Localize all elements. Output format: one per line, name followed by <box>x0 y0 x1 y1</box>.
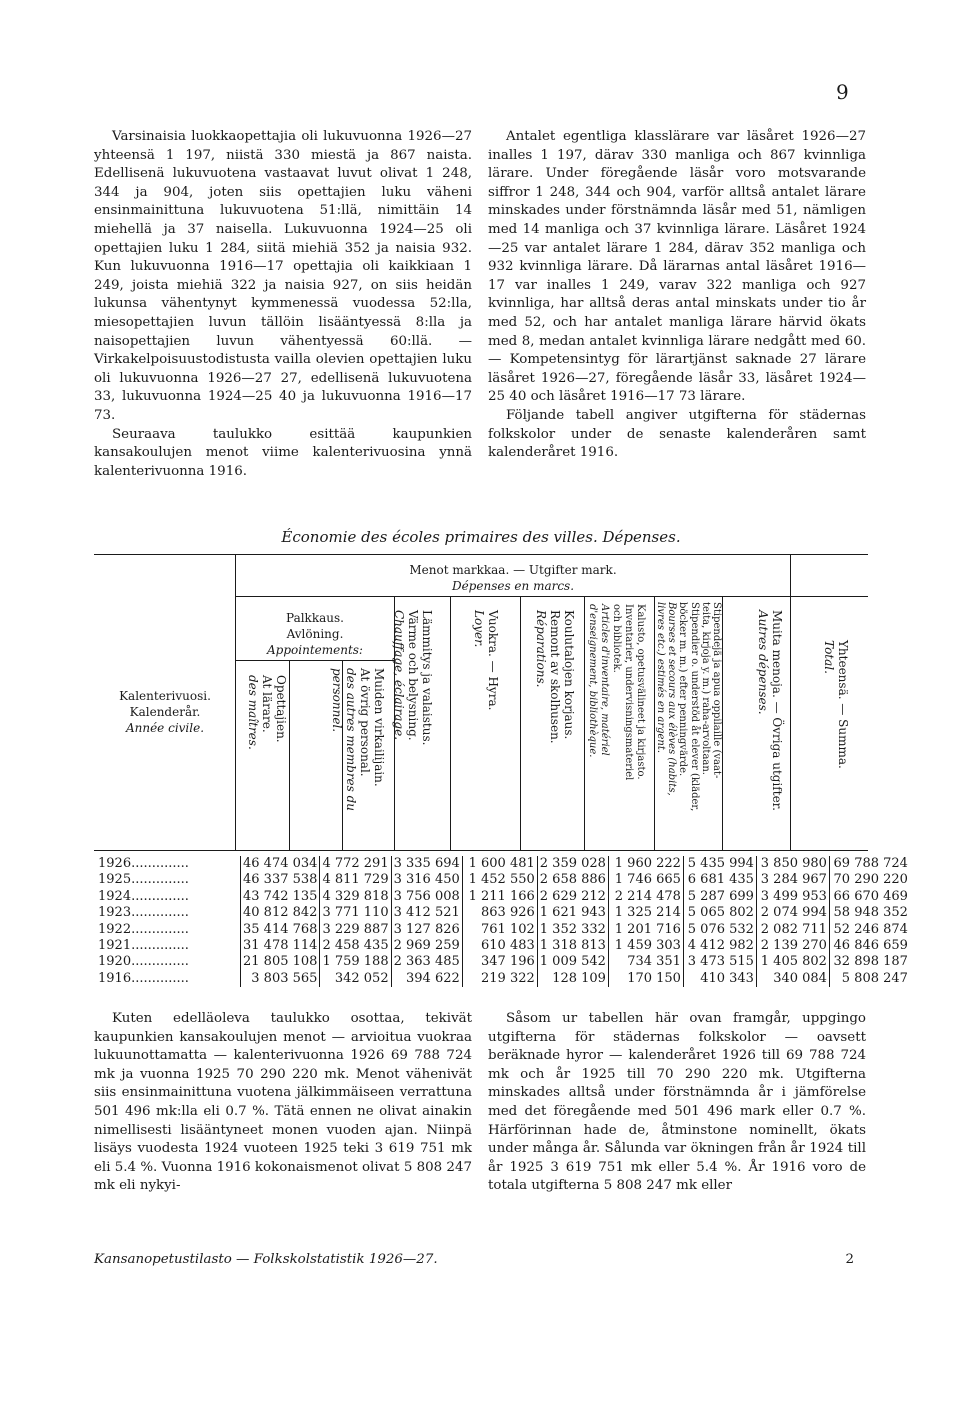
value-cell: 3 229 887 <box>320 922 391 938</box>
value-cell: 1 352 332 <box>537 922 608 938</box>
table-body <box>96 856 910 987</box>
header-top-rule <box>94 554 868 555</box>
expenses-table <box>96 856 910 987</box>
value-cell: 128 109 <box>537 971 608 987</box>
year-cell: 1924.............. <box>98 888 189 904</box>
value-cell: 4 811 729 <box>320 872 391 888</box>
header-divider <box>584 597 585 850</box>
swedish-text-top <box>488 128 866 463</box>
value-cell: 2 658 886 <box>537 872 608 888</box>
value-cell: 734 351 <box>608 954 683 970</box>
header-fr: Total. <box>822 640 836 674</box>
header-divider <box>289 660 290 850</box>
table-row <box>96 872 910 888</box>
value-cell: 4 412 982 <box>683 938 756 954</box>
year-cell: 1923.............. <box>98 905 189 921</box>
table-row <box>96 889 910 905</box>
value-cell: 46 474 034 <box>241 856 320 872</box>
header-fr: Chauffage, éclairage. <box>392 610 406 741</box>
menot-rule <box>236 596 868 597</box>
value-cell: 3 756 008 <box>391 889 462 905</box>
header-divider <box>790 555 791 850</box>
value-cell: 347 196 <box>462 954 537 970</box>
value-cell: 3 412 521 <box>391 905 462 921</box>
opettajien-header <box>246 675 288 750</box>
value-cell: 2 139 270 <box>756 938 829 954</box>
value-cell: 2 074 994 <box>756 905 829 921</box>
value-cell: 2 082 711 <box>756 922 829 938</box>
header-sv: Stipendier o. understöd åt elever (kläder, <box>688 602 700 812</box>
value-cell: 52 246 874 <box>829 922 910 938</box>
header-divider <box>722 597 723 850</box>
header-fr: Articles d'inventaire, matériel <box>599 604 610 756</box>
year-cell: 1926.............. <box>98 856 189 871</box>
header-fi-sv: Menot markkaa. — Utgifter mark. <box>409 563 617 577</box>
value-cell: 1 960 222 <box>608 856 683 872</box>
koulutalojen-header <box>534 610 576 744</box>
value-cell: 32 898 187 <box>829 954 910 970</box>
header-bottom-rule <box>94 850 868 851</box>
value-cell: 35 414 768 <box>241 922 320 938</box>
header-sv: böcker m. m.) efter penningvärde. <box>677 602 689 777</box>
value-cell: 394 622 <box>391 971 462 987</box>
value-cell: 1 211 166 <box>462 889 537 905</box>
year-cell: 1920.............. <box>98 954 189 970</box>
header-sv: och bibliotek. <box>611 604 622 673</box>
header-fr: des maîtres. <box>246 675 260 750</box>
header-sv: Värme och belysning. <box>406 610 420 741</box>
header-fr: personnel. <box>330 668 344 733</box>
kalusto-header <box>586 604 646 780</box>
header-fi-sv: Muita menoja. — Övriga utgifter. <box>770 610 784 811</box>
value-cell: 1 452 550 <box>462 872 537 888</box>
header-sv: At övrig personal. <box>358 668 372 777</box>
value-cell: 170 150 <box>608 971 683 987</box>
value-cell: 2 214 478 <box>608 889 683 905</box>
menot-header <box>236 562 790 594</box>
yhteensa-header <box>822 640 850 769</box>
value-cell: 5 065 802 <box>683 905 756 921</box>
value-cell: 2 359 028 <box>537 856 608 872</box>
year-cell: 1916.............. <box>98 970 189 986</box>
year-cell: 1922.............. <box>98 921 189 937</box>
footer-title: Kansanopetustilasto — Folkskolstatistik 1926—27. <box>94 1252 438 1267</box>
header-fi: Palkkaus. <box>286 611 344 625</box>
value-cell: 410 343 <box>683 971 756 987</box>
header-fr: livres etc.) estimés en argent. <box>654 602 666 754</box>
muiden-header <box>330 668 386 811</box>
header-fi: Kalusto, opetusvälineet ja kirjasto. <box>635 604 646 780</box>
header-fr: Appointements: <box>267 643 363 657</box>
palkkaus-header <box>236 610 394 658</box>
stipendeja-header <box>655 602 722 811</box>
value-cell: 219 322 <box>462 971 537 987</box>
value-cell: 4 329 818 <box>320 889 391 905</box>
table-row <box>96 938 910 954</box>
finnish-text-top <box>94 128 472 481</box>
value-cell: 1 746 665 <box>608 872 683 888</box>
value-cell: 6 681 435 <box>683 872 756 888</box>
value-cell: 863 926 <box>462 905 537 921</box>
header-sv: At lärare. <box>260 675 274 733</box>
value-cell: 66 670 469 <box>829 889 910 905</box>
value-cell: 1 600 481 <box>462 856 537 872</box>
value-cell: 761 102 <box>462 922 537 938</box>
paragraph: Såsom ur tabellen här ovan framgår, uppgingo utgifterna för städernas folkskolor — oavsett beräknade hyror — kalenderåret 1926 till 69 788 724 mk och år 1925 till 70 290 220 mk. Utgifterna minskades alltså under förstnämnda år i jämförelse med det föregående med 501 496 mark eller 0.7 %. Härförinnan hade de, åtminstone nominellt, ökats under många år. Sålunda var ökningen från år 1924 till år 1925 3 619 751 mk eller 5.4 %. År 1916 voro de totala utgifterna 5 808 247 mk eller <box>488 1011 866 1194</box>
value-cell: 58 948 352 <box>829 905 910 921</box>
header-fi: Vuokra. — Hyra. <box>486 610 500 711</box>
value-cell: 3 499 953 <box>756 889 829 905</box>
header-fi-sv: Yhteensä. — Summa. <box>836 640 850 769</box>
paragraph: Antalet egentliga klasslärare var läsåret 1926—27 inalles 1 197, därav 330 manliga och 867 kvinnliga lärare. Under föregående läsår voro motsvarande siffror 1 248, 344 och 904, varför alltså antalet lärare minskades under förstnämnda läsår med 51, nämligen med 14 manliga och 37 kvinnliga lärare. Läsåret 1924—25 var antalet lärare 1 284, därav 352 manliga och 932 kvinnliga lärare. Då lärarnas antal läsåret 1916—17 var inalles 1 249, varav 322 manliga och 927 kvinnliga, har alltså deras antal minskats under tio år med 52, och har antalet manliga lärare härvid ökats med 8, medan antalet kvinnliga lärare nedgått med 60. — Kompetensintyg för lärartjänst saknade 27 lärare läsåret 1926—27, föregående läsår 33, läsåret 1924—25 40 och läsåret 1916—17 73 lärare. <box>488 129 866 405</box>
value-cell: 1 621 943 <box>537 905 608 921</box>
header-fr: Réparations. <box>534 610 548 688</box>
header-fi: Kalenterivuosi. <box>119 689 211 703</box>
value-cell: 5 435 994 <box>683 856 756 872</box>
paragraph: Kuten edelläoleva taulukko osottaa, tekivät kaupunkien kansakoulujen menot — arvioitua vuokraa lukuunottamatta — kalenterivuonna 1926 69 788 724 mk ja vuonna 1925 70 290 220 mk. Menot vähenivät siis ensinmainittuna vuotena jälkimmäiseen verrattuna 501 496 mk:lla eli 0.7 %. Tätä ennen ne olivat ainakin nimellisesti lisääntyneet monen vuoden ajan. Niinpä lisäys vuodesta 1924 vuoteen 1925 teki 3 619 751 mk eli 5.4 %. Vuonna 1916 kokonaismenot olivat 5 808 247 mk eli nykyi- <box>94 1011 472 1194</box>
year-cell: 1921.............. <box>98 938 189 954</box>
value-cell: 1 405 802 <box>756 954 829 970</box>
value-cell: 31 478 114 <box>241 938 320 954</box>
value-cell: 340 084 <box>756 971 829 987</box>
value-cell: 2 458 435 <box>320 938 391 954</box>
table-row <box>96 954 910 970</box>
value-cell: 5 287 699 <box>683 889 756 905</box>
value-cell: 40 812 842 <box>241 905 320 921</box>
header-divider <box>450 597 451 850</box>
value-cell: 1 759 188 <box>320 954 391 970</box>
table-row <box>96 905 910 921</box>
value-cell: 5 076 532 <box>683 922 756 938</box>
value-cell: 21 805 108 <box>241 954 320 970</box>
value-cell: 1 325 214 <box>608 905 683 921</box>
value-cell: 1 459 303 <box>608 938 683 954</box>
header-fr: Bourses et secours aux élèves (habits, <box>666 602 678 796</box>
header-divider <box>235 554 236 850</box>
table-row <box>96 922 910 938</box>
page-number: 9 <box>836 80 849 104</box>
value-cell: 3 803 565 <box>241 971 320 987</box>
paragraph: Följande tabell angiver utgifterna för städernas folkskolor under de senaste kalenderåren samt kalenderåret 1916. <box>488 407 866 461</box>
header-fi: teita, kirjoja y. m.) raha-arvoltaan. <box>699 602 711 775</box>
header-fr: Loyer. <box>472 610 486 648</box>
value-cell: 1 009 542 <box>537 954 608 970</box>
value-cell: 4 772 291 <box>320 856 391 872</box>
value-cell: 46 337 538 <box>241 872 320 888</box>
value-cell: 43 742 135 <box>241 889 320 905</box>
header-divider <box>520 597 521 850</box>
paragraph: Varsinaisia luokkaopettajia oli lukuvuonna 1926—27 yhteensä 1 197, niistä 330 miestä ja 867 naista. Edellisenä lukuvuotena vastaavat luvut olivat 1 248, 344 ja 904, joten siis opettajien luku väheni ensinmainittuna lukuvuotena 51:llä, nimittäin 14 miehellä ja 37 naisella. Lukuvuonna 1924—25 oli opettajien luku 1 284, siitä miehiä 352 ja naisia 932. Kun lukuvuonna 1916—17 opettajia oli kaikkiaan 1 249, joista miehiä 322 ja naisia 927, on siis heidän lukunsa vähentynyt kymmenessä vuodessa 52:lla, miesopettajien luvun tällöin lisääntyessä 8:lla ja naisopettajien luvun vähentyessä 60:llä. — Virkakelpoisuustodistusta vailla olevien opettajien luku oli lukuvuonna 1926—27 27, edellisenä lukuvuotena 33, lukuvuonna 1924—25 40 ja lukuvuonna 1916—17 73. <box>94 129 472 423</box>
value-cell: 3 473 515 <box>683 954 756 970</box>
table-title: Économie des écoles primaires des villes. Dépenses. <box>281 528 681 546</box>
table-row <box>96 856 910 872</box>
muita-header <box>756 610 784 811</box>
header-fr: Année civile. <box>125 721 205 735</box>
footer-page-number: 2 <box>845 1252 854 1267</box>
header-fi: Koulutalojen korjaus. <box>562 610 576 740</box>
header-fr: Autres dépenses. <box>756 610 770 715</box>
palkkaus-rule <box>236 660 394 661</box>
finnish-text-bottom <box>94 1010 472 1196</box>
value-cell: 2 629 212 <box>537 889 608 905</box>
header-fr: d'enseignement, bibliothèque. <box>587 604 598 758</box>
header-sv: Kalenderår. <box>129 705 201 719</box>
paragraph: Seuraava taulukko esittää kaupunkien kansakoulujen menot viime kalenterivuosina ynnä kalenterivuonna 1916. <box>94 426 472 479</box>
value-cell: 2 969 259 <box>391 938 462 954</box>
vuokra-header <box>472 610 500 710</box>
value-cell: 69 788 724 <box>829 856 910 872</box>
header-sv: Avlöning. <box>286 627 344 641</box>
header-fi: Muiden virkailijain. <box>372 668 386 787</box>
value-cell: 3 335 694 <box>391 856 462 872</box>
value-cell: 70 290 220 <box>829 872 910 888</box>
value-cell: 3 316 450 <box>391 872 462 888</box>
value-cell: 610 483 <box>462 938 537 954</box>
header-fr: des autres membres du <box>344 668 358 812</box>
header-fi: Opettajien. <box>274 675 288 743</box>
value-cell: 1 318 813 <box>537 938 608 954</box>
header-fi: Stipendejä ja apua oppilaille (vaat- <box>711 602 722 779</box>
year-column-header <box>96 688 234 736</box>
header-fr: Dépenses en marcs. <box>451 579 575 593</box>
value-cell: 3 771 110 <box>320 905 391 921</box>
header-sv: Remont av skolhusen. <box>548 610 562 744</box>
header-sv: Inventarier, undervisningsmateriel <box>623 604 634 781</box>
value-cell: 342 052 <box>320 971 391 987</box>
value-cell: 2 363 485 <box>391 954 462 970</box>
table-row <box>96 971 910 987</box>
value-cell: 3 284 967 <box>756 872 829 888</box>
swedish-text-bottom <box>488 1010 866 1196</box>
value-cell: 46 846 659 <box>829 938 910 954</box>
header-fi: Lämmitys ja valaistus. <box>420 610 434 746</box>
value-cell: 1 201 716 <box>608 922 683 938</box>
value-cell: 3 850 980 <box>756 856 829 872</box>
year-cell: 1925.............. <box>98 872 189 888</box>
value-cell: 5 808 247 <box>829 971 910 987</box>
footer <box>94 1252 868 1267</box>
value-cell: 3 127 826 <box>391 922 462 938</box>
lammitys-header <box>392 610 434 745</box>
